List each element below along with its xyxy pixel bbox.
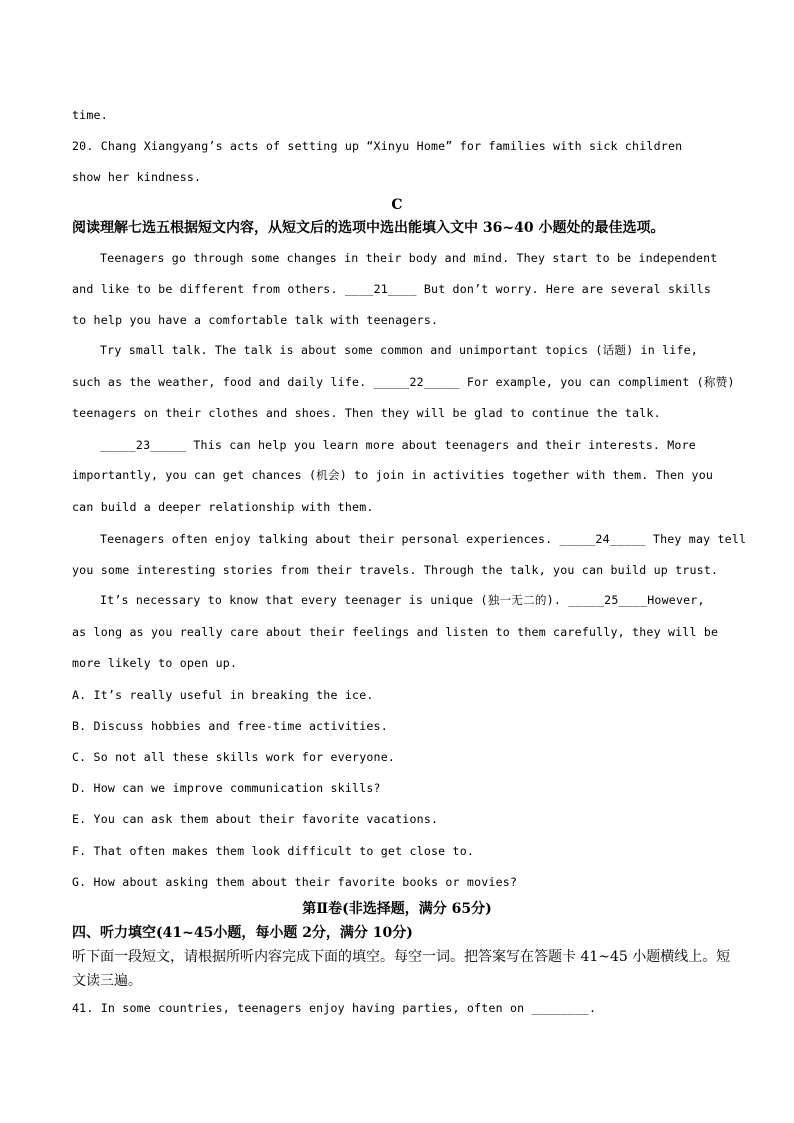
p1-line-3: to help you have a comfortable talk with teenagers.	[72, 313, 439, 327]
p3-line-2: importantly, you can get chances (机会) to join in activities together with them. Then you	[72, 468, 714, 482]
p5-line-1-b: However,	[647, 593, 705, 607]
statement-20-line-2: show her kindness.	[72, 170, 202, 184]
blank-25: _____25____	[568, 593, 648, 607]
p5-line-3: more likely to open up.	[72, 656, 238, 670]
p1-line-2	[72, 282, 711, 296]
section-c-letter: C	[391, 197, 403, 213]
p4-line-1-a: Teenagers often enjoy talking about their personal experiences.	[100, 532, 560, 546]
listening-instruction-line-1: 听下面一段短文，请根据所听内容完成下面的填空。每空一词。把答案写在答题卡 41~45 小题横线上。短	[72, 949, 731, 965]
option-a: A. It’s really useful in breaking the ice.	[72, 688, 374, 702]
blank-22: _____22_____	[373, 375, 460, 389]
p2-line-2	[72, 374, 735, 390]
blank-23: _____23_____	[100, 438, 187, 452]
p3-line-1-b: This can help you learn more about teenagers and their interests. More	[186, 438, 696, 452]
p1-line-2-b: But don’t worry. Here are several skills	[416, 282, 712, 296]
option-d: D. How can we improve communication skills?	[72, 781, 381, 795]
passage-end-line-1: time.	[72, 108, 108, 122]
p4-line-2: you some interesting stories from their travels. Through the talk, you can build up trust.	[72, 563, 719, 577]
section-4-heading: 四、听力填空(41~45小题，每小题 2分，满分 10分)	[72, 925, 413, 941]
p2-line-3: teenagers on their clothes and shoes. Then they will be glad to continue the talk.	[72, 406, 661, 420]
p5-line-2: as long as you really care about their feelings and listen to them carefully, they will be	[72, 625, 719, 639]
blank-24: _____24_____	[559, 532, 646, 546]
option-c: C. So not all these skills work for everyone.	[72, 750, 396, 764]
blank-21: ____21____	[344, 282, 417, 296]
p2-line-2-a: such as the weather, food and daily life.	[72, 375, 374, 389]
p1-line-2-a: and like to be different from others.	[72, 282, 345, 296]
section-c-instruction: 阅读理解七选五根据短文内容，从短文后的选项中选出能填入文中 36~40 小题处的最佳选项。	[72, 220, 665, 236]
p4-line-1	[100, 532, 746, 546]
p3-line-1	[100, 438, 696, 452]
option-e: E. You can ask them about their favorite vacations.	[72, 812, 439, 826]
option-g: G. How about asking them about their favorite books or movies?	[72, 875, 518, 889]
p1-line-1: Teenagers go through some changes in their body and mind. They start to be independent	[100, 251, 718, 265]
p3-line-3: can build a deeper relationship with them.	[72, 500, 374, 514]
statement-20-line-1: 20. Chang Xiangyang’s acts of setting up “Xinyu Home” for families with sick children	[72, 139, 683, 153]
part-2-title: 第Ⅱ卷(非选择题，满分 65分)	[302, 901, 492, 917]
p2-line-2-b: For example, you can compliment (称赞)	[459, 375, 735, 389]
p4-line-1-b: They may tell	[645, 532, 747, 546]
option-f: F. That often makes them look difficult to get close to.	[72, 844, 475, 858]
p5-line-1	[100, 592, 705, 608]
listening-instruction-line-2: 文读三遍。	[72, 973, 142, 989]
question-41: 41. In some countries, teenagers enjoy having parties, often on ________.	[72, 1001, 597, 1015]
option-b: B. Discuss hobbies and free-time activities.	[72, 719, 388, 733]
p2-line-1: Try small talk. The talk is about some common and unimportant topics (话题) in life,	[100, 343, 698, 357]
p5-line-1-a: It’s necessary to know that every teenager is unique (独一无二的).	[100, 593, 569, 607]
